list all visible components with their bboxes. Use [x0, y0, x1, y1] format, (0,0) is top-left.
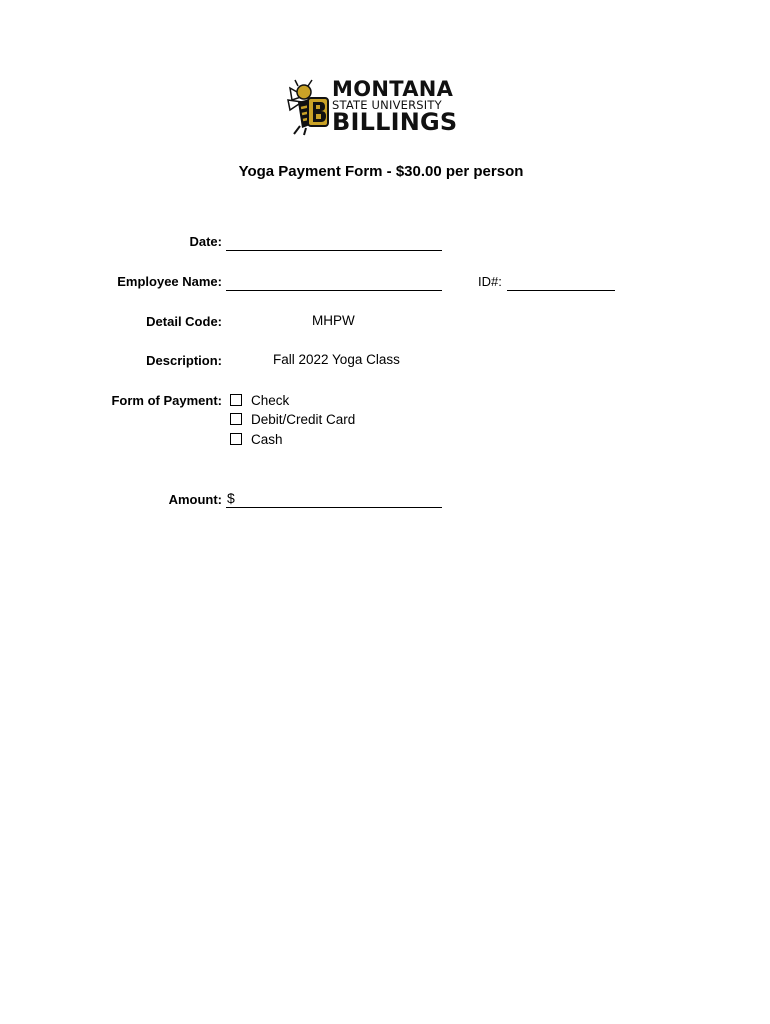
- id-field[interactable]: [507, 290, 615, 291]
- checkbox-label: Cash: [251, 431, 283, 447]
- employee-name-field[interactable]: [226, 290, 442, 291]
- checkbox-label: Check: [251, 392, 290, 408]
- yellowjacket-mascot-icon: [284, 78, 330, 136]
- currency-symbol: $: [227, 490, 235, 506]
- payment-label: Form of Payment:: [111, 393, 222, 408]
- description-label: Description:: [146, 353, 222, 368]
- detail-code-label: Detail Code:: [146, 314, 222, 329]
- payment-option-cash[interactable]: [230, 430, 283, 448]
- form-title: Yoga Payment Form - $30.00 per person: [238, 163, 524, 180]
- msub-logo: [284, 78, 470, 136]
- checkbox[interactable]: [230, 433, 242, 445]
- logo-state-university: STATE UNIVERSITY: [332, 98, 442, 112]
- date-field[interactable]: [226, 250, 442, 251]
- payment-option-check[interactable]: [230, 391, 289, 409]
- amount-label: Amount:: [168, 492, 222, 507]
- checkbox-label: Debit/Credit Card: [251, 411, 356, 427]
- checkbox[interactable]: [230, 413, 242, 425]
- id-label: ID#:: [478, 274, 502, 289]
- employee-name-label: Employee Name:: [117, 274, 222, 289]
- payment-option-card[interactable]: [230, 410, 355, 428]
- checkbox[interactable]: [230, 394, 242, 406]
- detail-code-value: MHPW: [312, 313, 355, 328]
- amount-field[interactable]: [226, 507, 442, 508]
- description-value: Fall 2022 Yoga Class: [273, 352, 400, 367]
- date-label: Date:: [189, 234, 222, 249]
- logo-montana: MONTANA: [332, 77, 454, 101]
- logo-billings: BILLINGS: [332, 108, 458, 136]
